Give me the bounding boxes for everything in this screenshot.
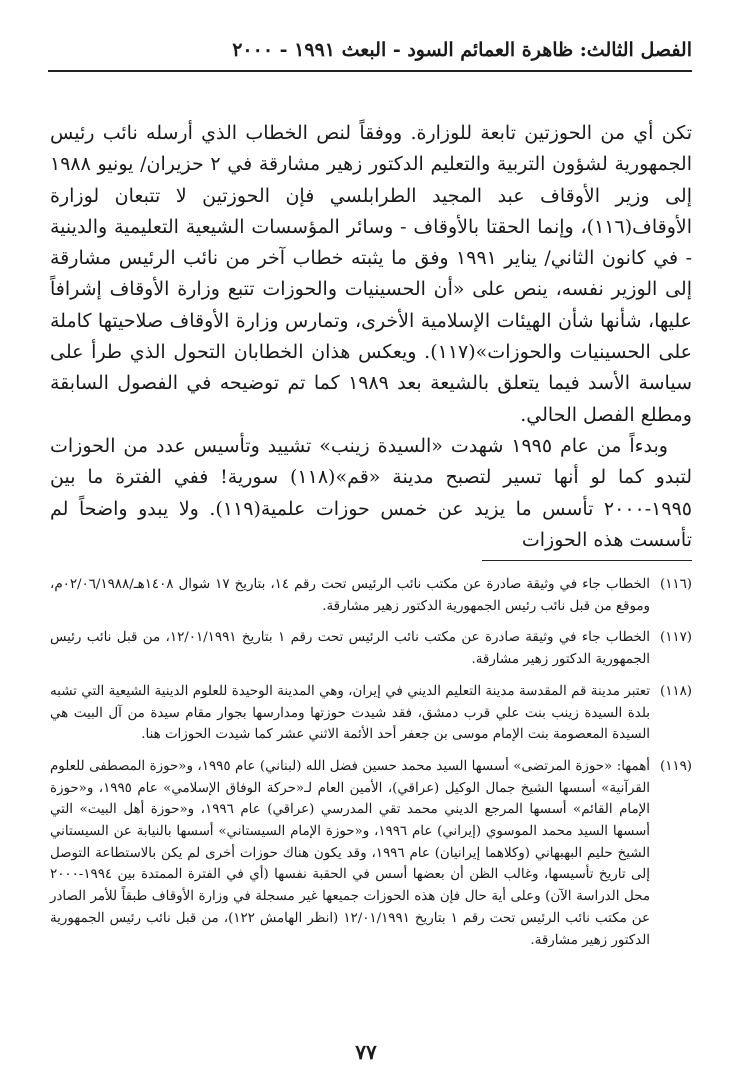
- footnote: [50, 681, 692, 746]
- paragraph: وبدءاً من عام ١٩٩٥ شهدت «السيدة زينب» تشييد وتأسيس عدد من الحوزات لتبدو كما لو أنها تسير لتصبح مدينة «قم»(١١٨) سورية! ففي الفترة ما بين ١٩٩٥-٢٠٠٠ تأسس ما يزيد عن خمس حوزات علمية(١١٩). ولا يبدو واضحاً لم تأسست هذه الحوزات: [50, 434, 692, 551]
- page-number: ٧٧: [355, 1040, 377, 1064]
- footnote-text: الخطاب جاء في وثيقة صادرة عن مكتب نائب الرئيس تحت رقم ١ بتاريخ ١٢/٠١/١٩٩١، من قبل نائب رئيس الجمهورية الدكتور زهير مشارقة.: [50, 630, 650, 668]
- paragraph: تكن أي من الحوزتين تابعة للوزارة. ووفقاً لنص الخطاب الذي أرسله نائب رئيس الجمهورية لشؤون التربية والتعليم الدكتور زهير مشارقة في ٢ حزيران/ يونيو ١٩٨٨ إلى وزير الأوقاف عبد المجيد الطرابلسي فإن الحوزتين لا تتبعان لوزارة الأوقاف(١١٦)، وإنما الحقتا بالأوقاف - وسائر المؤسسات الشيعية التعليمية والدينية - في كانون الثاني/ يناير ١٩٩١ وفق ما يثبته خطاب آخر من نائب الرئيس مشارقة إلى الوزير نفسه، ينص على «أن الحسينيات والحوزات تتبع وزارة الأوقاف إشرافاً عليها، شأنها شأن الهيئات الإسلامية الأخرى، وتمارس وزارة الأوقاف صلاحيتها كاملة على الحسينيات والحوزات»(١١٧). ويعكس هذان الخطابان التحول الذي طرأ على سياسة الأسد فيما يتعلق بالشيعة بعد ١٩٨٩ كما تم توضيحه في الفصول السابقة ومطلع الفصل الحالي.: [50, 122, 692, 426]
- footnotes: [50, 574, 692, 961]
- main-text: [50, 118, 692, 556]
- footnote-number: (١١٩): [659, 758, 692, 774]
- running-header: [48, 30, 692, 72]
- chapter-title: الفصل الثالث: ظاهرة العمائم السود - البعث ١٩٩١ - ٢٠٠٠: [232, 39, 692, 61]
- footnote-number: (١١٧): [659, 630, 692, 646]
- footnote-text: أهمها: «حوزة المرتضى» أسسها السيد محمد حسين فضل الله (لبناني) عام ١٩٩٥، و«حوزة المصطفى للعلوم القرآنية» أسسها الشيخ جمال الوكيل (عراقي)، الأمين العام لـ«حركة الوفاق الإسلامي» عام ١٩٩٥، و«حوزة الإمام القائم» أسسها المرجع الديني محمد تقي المدرسي (عراقي) عام ١٩٩٦، و«حوزة أهل البيت» التي أسسها السيد محمد الموسوي (إيراني) عام ١٩٩٦، و«حوزة الإمام السيستاني» أسسها بالنيابة عن السيستاني الشيخ حليم البهبهاني (وكلاهما إيرانيان) عام ١٩٩٦، وقد يكون هناك حوزات أخرى لم يكن بالاستطاعة التوصل إلى تاريخ تأسيسها، وغالب الظن أن بعضها أسس في الحقبة نفسها (أي في الفترة الممتدة بين ١٩٩٤-٢٠٠٠ محل الدراسة الآن) وعلى أية حال فإن هذه الحوزات جميعها غير مسجلة في وزارة الأوقاف طبقاً للأمر الصادر عن مكتب نائب الرئيس تحت رقم ١ بتاريخ ١٢/٠١/١٩٩١ (انظر الهامش ١٢٢)، من قبل نائب رئيس الجمهورية الدكتور زهير مشارقة.: [50, 758, 650, 948]
- footnote: [50, 756, 692, 951]
- footnote: [50, 627, 692, 670]
- footnote-divider: [482, 560, 692, 561]
- footnote-number: (١١٨): [659, 683, 692, 699]
- footnote-text: الخطاب جاء في وثيقة صادرة عن مكتب نائب الرئيس تحت رقم ١٤، بتاريخ ١٧ شوال ١٤٠٨هـ/٠٢/٠٦/١٩٨٨م، وموقع من قبل نائب رئيس الجمهورية الدكتور زهير مشارقة.: [50, 577, 650, 614]
- footnote-text: تعتبر مدينة قم المقدسة مدينة التعليم الديني في إيران، وهي المدينة الوحيدة للعلوم الدينية الشيعية التي تشبه بلدة السيدة زينب بنت علي قرب دمشق، فقد شيدت حوزتها ومدارسها بجوار مقام سيدة من آل البيت هي السيدة المعصومة بنت الإمام موسى بن جعفر أحد الأئمة الاثني عشر كما شيدت الحوزات هنا.: [50, 683, 650, 743]
- footnote-number: (١١٦): [659, 577, 692, 592]
- footnote: [50, 574, 692, 617]
